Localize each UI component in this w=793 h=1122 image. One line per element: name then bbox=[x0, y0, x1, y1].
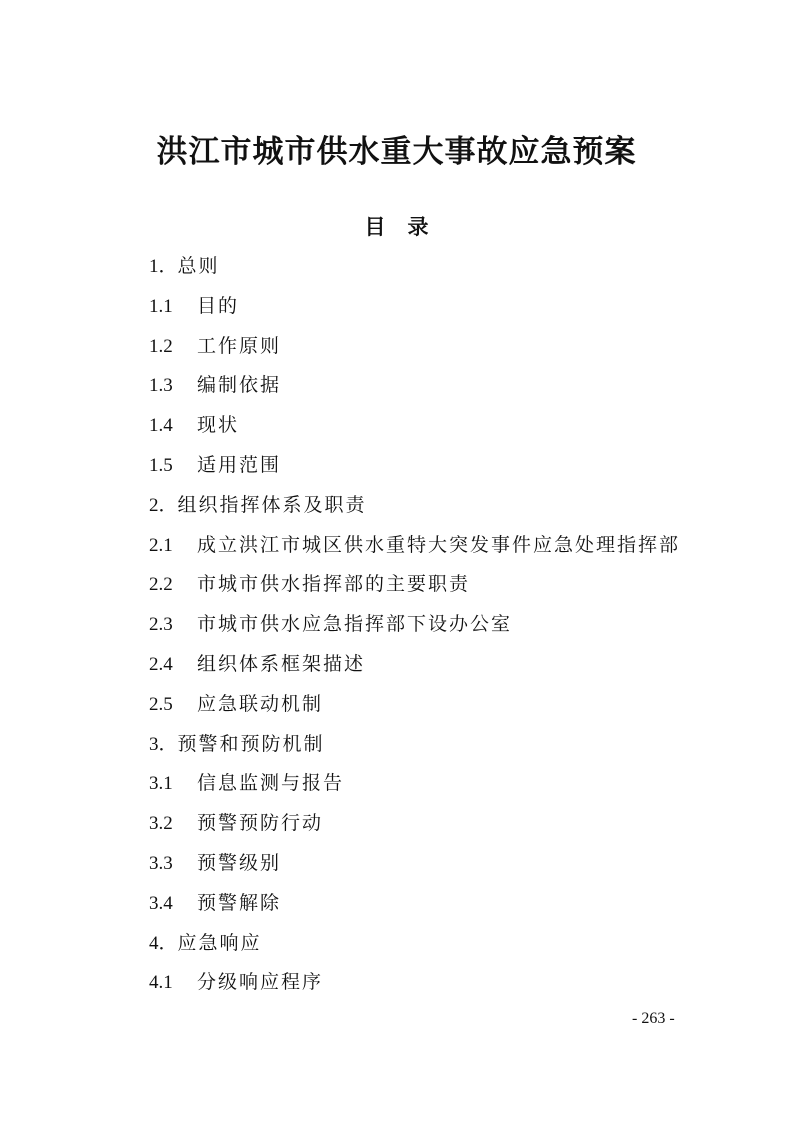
toc-entry-title: 预警预防行动 bbox=[197, 812, 324, 835]
toc-entry bbox=[149, 451, 680, 491]
toc-entry bbox=[149, 809, 680, 849]
toc-entry-title: 应急响应 bbox=[177, 931, 262, 954]
page-number: - 263 - bbox=[632, 1010, 675, 1027]
toc-entry-title: 市城市供水指挥部的主要职责 bbox=[197, 573, 471, 596]
toc-entry-number: 3.4 bbox=[149, 892, 173, 914]
toc-entry-title: 成立洪江市城区供水重特大突发事件应急处理指挥部 bbox=[197, 533, 681, 556]
toc-entry bbox=[149, 889, 680, 929]
toc-entry-number: 1.2 bbox=[149, 335, 173, 357]
toc-heading bbox=[0, 211, 793, 241]
toc-entry-title: 工作原则 bbox=[197, 334, 282, 357]
toc-entry bbox=[149, 570, 680, 610]
toc-entry bbox=[149, 531, 680, 571]
toc-entry bbox=[149, 650, 680, 690]
toc-entry-title: 目的 bbox=[197, 294, 240, 317]
toc-entry-title: 预警解除 bbox=[197, 891, 282, 914]
toc-entry bbox=[149, 252, 680, 292]
toc-entry-title: 组织指挥体系及职责 bbox=[177, 493, 367, 516]
toc-entry bbox=[149, 610, 680, 650]
toc-entry bbox=[149, 332, 680, 372]
toc-entry bbox=[149, 491, 680, 531]
toc-entry-title: 分级响应程序 bbox=[197, 971, 324, 994]
toc-entry-number: 1.3 bbox=[149, 375, 173, 397]
toc-entry-number: 3.3 bbox=[149, 852, 173, 874]
toc-entry bbox=[149, 769, 680, 809]
toc-entry-number: 4.1 bbox=[149, 972, 173, 994]
toc-entry bbox=[149, 371, 680, 411]
toc-entry-title: 应急联动机制 bbox=[197, 692, 324, 715]
toc-entry-title: 现状 bbox=[197, 414, 240, 437]
toc-heading-char-1: 目 bbox=[364, 215, 386, 239]
toc-entry-title: 预警和预防机制 bbox=[177, 732, 325, 755]
toc-entry-number: 2.4 bbox=[149, 653, 173, 675]
page-title: 洪江市城市供水重大事故应急预案 bbox=[156, 134, 637, 170]
toc-entry bbox=[149, 968, 680, 1008]
toc-entry-title: 市城市供水应急指挥部下设办公室 bbox=[197, 613, 513, 636]
toc-heading-char-2: 录 bbox=[407, 215, 429, 239]
toc-entry-number: 3.2 bbox=[149, 813, 173, 835]
toc-entry bbox=[149, 730, 680, 770]
toc-entry-title: 信息监测与报告 bbox=[197, 772, 345, 795]
toc-entry-number: 2.2 bbox=[149, 574, 173, 596]
table-of-contents bbox=[149, 252, 680, 1008]
toc-entry bbox=[149, 929, 680, 969]
toc-entry-number: 1.1 bbox=[149, 295, 173, 317]
toc-entry bbox=[149, 411, 680, 451]
toc-entry bbox=[149, 292, 680, 332]
toc-entry-title: 编制依据 bbox=[197, 374, 282, 397]
toc-entry-title: 总则 bbox=[177, 255, 220, 277]
toc-entry-number: 3.1 bbox=[149, 773, 173, 795]
toc-entry-title: 组织体系框架描述 bbox=[197, 652, 366, 675]
toc-entry-title: 预警级别 bbox=[197, 851, 282, 874]
toc-entry-number: 1． bbox=[149, 256, 178, 277]
toc-entry bbox=[149, 690, 680, 730]
toc-entry-number: 2.1 bbox=[149, 534, 173, 556]
toc-entry-number: 4． bbox=[149, 932, 178, 954]
toc-entry-number: 1.5 bbox=[149, 454, 173, 476]
toc-entry bbox=[149, 849, 680, 889]
toc-entry-number: 2.3 bbox=[149, 614, 173, 636]
toc-entry-title: 适用范围 bbox=[197, 453, 282, 476]
toc-entry-number: 1.4 bbox=[149, 415, 173, 437]
toc-entry-number: 2.5 bbox=[149, 693, 173, 715]
toc-entry-number: 2． bbox=[149, 494, 178, 516]
toc-entry-number: 3． bbox=[149, 733, 178, 755]
